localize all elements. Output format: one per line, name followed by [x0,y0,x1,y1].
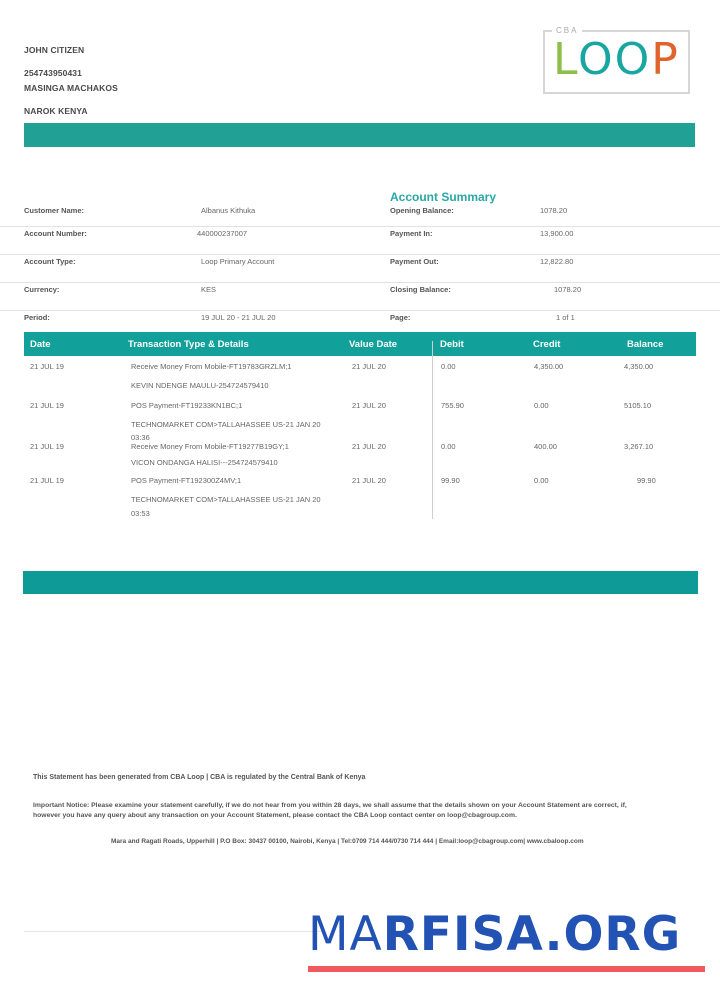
row-divider [0,226,720,227]
row-balance: 99.90 [637,476,656,485]
row-details-time: 03:36 [131,433,150,442]
statement-generated-note: This Statement has been generated from CBA Loop | CBA is regulated by the Central Bank of Kenya [33,774,366,781]
row-balance: 4,350.00 [624,362,654,371]
col-header-balance: Balance [627,339,664,350]
payment-out-value: 12,822.80 [540,257,574,266]
row-balance: 5105.10 [624,401,652,410]
row-debit: 0.00 [441,442,456,451]
row-credit: 0.00 [534,401,549,410]
row-divider [0,310,720,311]
row-balance: 3,267.10 [624,442,654,451]
watermark-bold-text: RFISA.ORG [382,907,682,962]
row-debit: 0.00 [441,362,456,371]
logo-letter-p: P [651,34,680,85]
customer-address-line1: MASINGA MACHAKOS [24,83,118,93]
account-number-label: Account Number: [24,229,87,238]
account-summary-title: Account Summary [390,190,497,204]
customer-name: JOHN CITIZEN [24,45,85,55]
closing-balance-value: 1078.20 [554,285,582,294]
col-header-debit: Debit [440,339,464,350]
row-debit: 99.90 [441,476,460,485]
closing-balance-label: Closing Balance: [390,285,451,294]
row-details-time: 03:53 [131,509,150,518]
marfisa-watermark [308,907,682,962]
col-header-value-date: Value Date [349,339,398,350]
row-debit: 755.90 [441,401,464,410]
logo-letter-o1: O [577,34,615,85]
row-type: POS Payment-FT192300Z4MV;1 [131,476,242,485]
page-value: 1 of 1 [556,313,575,322]
payment-out-label: Payment Out: [390,257,439,266]
row-details: KEVIN NDENGE MAULU-254724579410 [131,381,269,390]
bank-contact-address: Mara and Ragati Roads, Upperhill | P.O Box: 30437 00100, Nairobi, Kenya | Tel:0709 714 444/0730 714 444 | Email:loop@cbagroup.com| www.cbaloop.com [111,838,584,845]
row-type: POS Payment-FT19233KN1BC;1 [131,401,243,410]
row-date: 21 JUL 19 [30,362,64,371]
cba-loop-logo [553,34,680,85]
row-details: TECHNOMARKET COM>TALLAHASSEE US-21 JAN 20 [131,420,321,429]
period-label: Period: [24,313,50,322]
row-value-date: 21 JUL 20 [352,442,386,451]
watermark-underline [308,966,705,972]
watermark-thin-text: MA [308,907,383,962]
currency-label: Currency: [24,285,60,294]
row-date: 21 JUL 19 [30,401,64,410]
opening-balance-value: 1078.20 [540,206,568,215]
row-divider [0,282,720,283]
logo-cba-label: CBA [552,26,582,35]
customer-phone: 254743950431 [24,68,82,78]
account-type-label: Account Type: [24,257,76,266]
row-details: VICON ONDANGA HALISI---254724579410 [131,458,278,467]
customer-name-label: Customer Name: [24,206,85,215]
customer-address-line2: NAROK KENYA [24,106,88,116]
col-header-transaction-details: Transaction Type & Details [128,339,249,350]
row-type: Receive Money From Mobile-FT19277B19GY;1 [131,442,289,451]
opening-balance-label: Opening Balance: [390,206,454,215]
row-credit: 400.00 [534,442,557,451]
footer-divider [24,931,324,932]
col-header-credit: Credit [533,339,561,350]
column-separator [432,341,433,519]
account-type-value: Loop Primary Account [201,257,275,266]
row-type: Receive Money From Mobile-FT19783GRZLM;1 [131,362,292,371]
payment-in-label: Payment In: [390,229,433,238]
footer-band [23,571,698,594]
payment-in-value: 13,900.00 [540,229,574,238]
col-header-date: Date [30,339,51,350]
row-date: 21 JUL 19 [30,476,64,485]
row-value-date: 21 JUL 20 [352,362,386,371]
header-band [24,123,695,147]
row-value-date: 21 JUL 20 [352,476,386,485]
logo-letter-o2: O [614,34,652,85]
row-date: 21 JUL 19 [30,442,64,451]
account-number-value: 440000237007 [197,229,248,238]
logo-letter-l: L [553,34,578,85]
row-credit: 4,350.00 [534,362,564,371]
currency-value: KES [201,285,217,294]
page-label: Page: [390,313,411,322]
customer-name-value: Albanus Kithuka [201,206,256,215]
row-value-date: 21 JUL 20 [352,401,386,410]
row-divider [0,254,720,255]
row-credit: 0.00 [534,476,549,485]
important-notice-line2: however you have any query about any transaction on your Account Statement, please contact the CBA Loop contact center on loop@cbagroup.com. [33,812,517,819]
important-notice-line1: Important Notice: Please examine your statement carefully, if we do not hear from you within 28 days, we shall assume that the details shown on your Account Statement are correct, if, [33,802,627,809]
row-details: TECHNOMARKET COM>TALLAHASSEE US-21 JAN 20 [131,495,321,504]
period-value: 19 JUL 20 - 21 JUL 20 [201,313,276,322]
